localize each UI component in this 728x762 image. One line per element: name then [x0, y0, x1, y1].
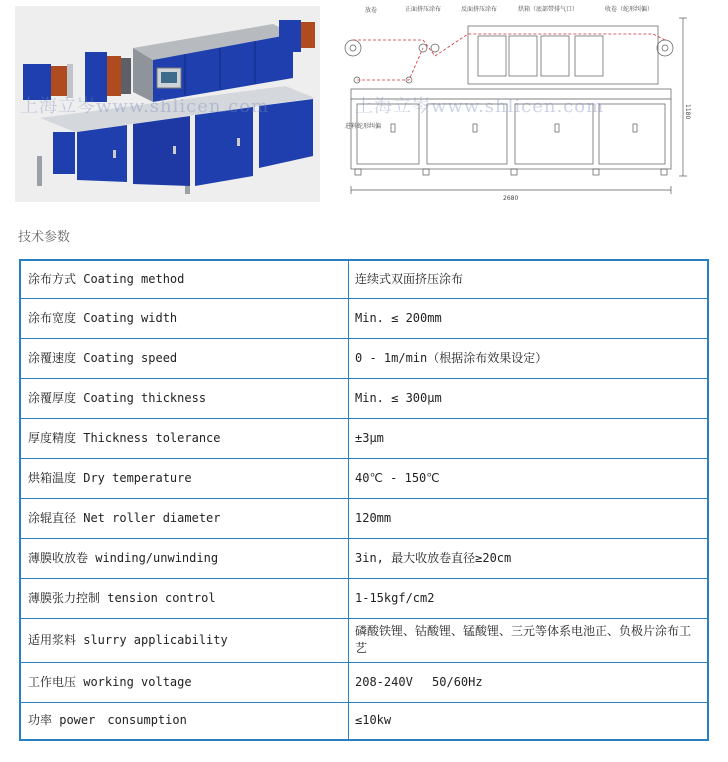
- spec-name: 涂覆速度 Coating speed: [20, 338, 349, 378]
- spec-value: 208-240V 50/60Hz: [349, 662, 709, 702]
- product-images: [0, 0, 728, 210]
- spec-row: [20, 702, 708, 740]
- spec-value: 连续式双面挤压涂布: [349, 260, 709, 298]
- spec-name: 涂辊直径 Net roller diameter: [20, 498, 349, 538]
- watermark-left: 上海立岑www.shlicen.com: [20, 96, 270, 117]
- label-rewind: 收卷（蛇形纠偏）: [605, 6, 654, 13]
- spec-value: 120mm: [349, 498, 709, 538]
- spec-name: 薄膜张力控制 tension control: [20, 578, 349, 618]
- machine-drawing-image: [343, 4, 696, 204]
- spec-name: 涂覆厚度 Coating thickness: [20, 378, 349, 418]
- spec-row: [20, 498, 708, 538]
- spec-name: 适用浆料 slurry applicability: [20, 618, 349, 662]
- label-back-coater: 反面挤压涂布: [461, 6, 498, 13]
- dimension-width: 2680: [503, 195, 519, 202]
- spec-row: [20, 378, 708, 418]
- spec-row: [20, 578, 708, 618]
- spec-value: ±3μm: [349, 418, 709, 458]
- label-front-coater: 正面挤压涂布: [405, 6, 442, 13]
- spec-row: [20, 418, 708, 458]
- section-title: 技术参数: [18, 230, 71, 245]
- spec-name: 烘箱温度 Dry temperature: [20, 458, 349, 498]
- spec-value: 1-15kgf/cm2: [349, 578, 709, 618]
- machine-render-svg: [15, 6, 320, 202]
- spec-table-body: [20, 260, 708, 740]
- spec-row: [20, 538, 708, 578]
- watermark-right: 上海立岑www.shlicen.com: [355, 96, 605, 117]
- machine-render-image: [15, 6, 320, 202]
- spec-row: [20, 338, 708, 378]
- spec-row: [20, 662, 708, 702]
- label-feed-correction: 进料蛇形纠偏: [345, 123, 382, 130]
- spec-value: Min. ≤ 200mm: [349, 298, 709, 338]
- spec-row: [20, 260, 708, 298]
- spec-name: 功率 power consumption: [20, 702, 349, 740]
- spec-value: 40℃ - 150℃: [349, 458, 709, 498]
- spec-name: 涂布方式 Coating method: [20, 260, 349, 298]
- spec-name: 厚度精度 Thickness tolerance: [20, 418, 349, 458]
- spec-name: 工作电压 working voltage: [20, 662, 349, 702]
- label-oven: 烘箱（底部带排气口）: [518, 6, 579, 13]
- spec-row: [20, 298, 708, 338]
- spec-value: 3in, 最大收放卷直径≥20cm: [349, 538, 709, 578]
- spec-row: [20, 458, 708, 498]
- spec-value: Min. ≤ 300μm: [349, 378, 709, 418]
- dimension-height: 1180: [684, 104, 691, 120]
- label-unwind: 放卷: [365, 7, 378, 14]
- spec-value: 磷酸铁锂、钴酸锂、锰酸锂、三元等体系电池正、负极片涂布工艺: [349, 618, 709, 662]
- spec-name: 涂布宽度 Coating width: [20, 298, 349, 338]
- spec-table: [19, 259, 709, 741]
- spec-value: ≤10kw: [349, 702, 709, 740]
- spec-row: [20, 618, 708, 662]
- machine-drawing-svg: [343, 4, 696, 204]
- spec-name: 薄膜收放卷 winding/unwinding: [20, 538, 349, 578]
- spec-value: 0 - 1m/min（根据涂布效果设定）: [349, 338, 709, 378]
